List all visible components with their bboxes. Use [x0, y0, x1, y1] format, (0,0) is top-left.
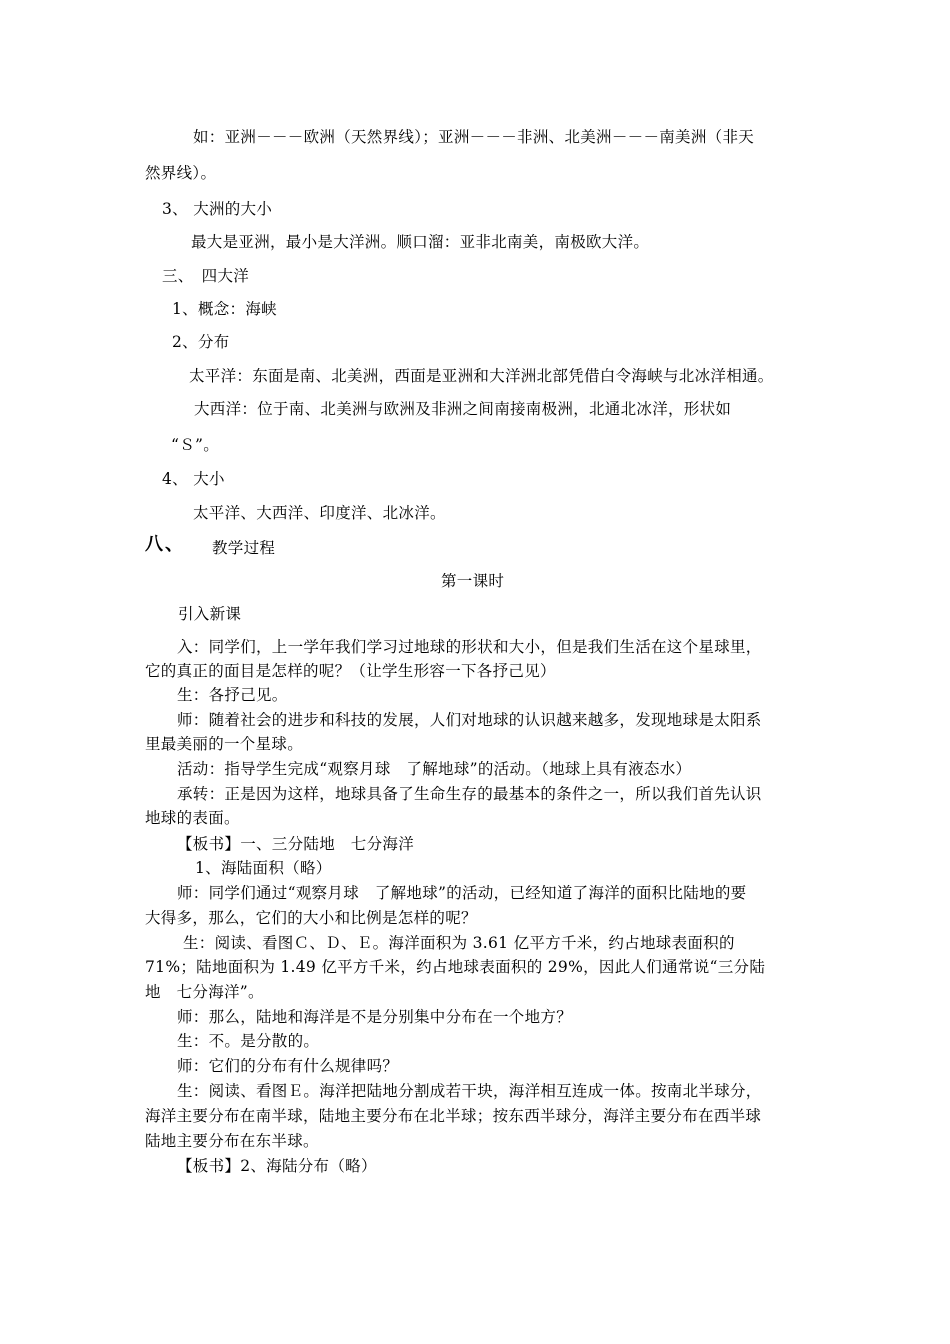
paragraph-line: 陆地主要分布在东半球。 [145, 1132, 319, 1150]
paragraph-line: 师：同学们通过“观察月球 了解地球”的活动，已经知道了海洋的面积比陆地的要 [177, 884, 747, 902]
ocean-size-text: 太平洋、大西洋、印度洋、北冰洋。 [193, 504, 446, 522]
paragraph-line: 71%；陆地面积为 1.49 亿平方千米，约占地球表面积的 29%，因此人们通常说“三分陆 [145, 958, 766, 976]
paragraph-line: 活动：指导学生完成“观察月球 了解地球”的活动。（地球上具有液态水） [177, 760, 692, 778]
ocean-distribution-heading: 2、分布 [172, 333, 230, 351]
paragraph-line: 入：同学们，上一学年我们学习过地球的形状和大小，但是我们生活在这个星球里， [177, 638, 762, 656]
paragraph-line: 生：阅读、看图Ｅ。海洋把陆地分割成若干块，海洋相互连成一体。按南北半球分， [177, 1082, 762, 1100]
paragraph-line: 生：不。是分散的。 [177, 1032, 320, 1050]
blackboard-subitem: 1、海陆面积（略） [195, 859, 332, 877]
pacific-text: 太平洋：东面是南、北美洲，西面是亚洲和大洋洲北部凭借白令海峡与北冰洋相通。 [189, 367, 774, 385]
lesson-title: 第一课时 [441, 572, 505, 590]
intro-heading: 引入新课 [178, 605, 242, 623]
paragraph-line: 生：阅读、看图Ｃ、Ｄ、Ｅ。海洋面积为 3.61 亿平方千米，约占地球表面积的 [183, 934, 735, 952]
section-title-teaching-process: 教学过程 [212, 539, 276, 557]
paragraph-line: 地球的表面。 [145, 809, 240, 827]
paragraph-line: 师：它们的分布有什么规律吗？ [177, 1057, 399, 1075]
section-number: 八、 [145, 534, 185, 555]
paragraph-line: 承转：正是因为这样，地球具备了生命生存的最基本的条件之一，所以我们首先认识 [177, 785, 762, 803]
ocean-concept: 1、概念：海峡 [172, 300, 277, 318]
blackboard-note: 【板书】一、三分陆地 七分海洋 [177, 835, 415, 853]
atlantic-text: 大西洋：位于南、北美洲与欧洲及非洲之间南接南极洲，北通北冰洋，形状如 [194, 400, 732, 418]
paragraph-line: 师：那么，陆地和海洋是不是分别集中分布在一个地方？ [177, 1008, 573, 1026]
paragraph-line: 师：随着社会的进步和科技的发展，人们对地球的认识越来越多，发现地球是太阳系 [177, 711, 762, 729]
paragraph-line: 它的真正的面目是怎样的呢？（让学生形容一下各抒己见） [145, 662, 556, 680]
example-boundaries-line: 如：亚洲－－－欧洲（天然界线）；亚洲－－－非洲、北美洲－－－南美洲（非天 [193, 128, 755, 146]
paragraph-line: 海洋主要分布在南半球，陆地主要分布在北半球；按东西半球分，海洋主要分布在西半球 [145, 1107, 762, 1125]
paragraph-line: 大得多，那么，它们的大小和比例是怎样的呢？ [145, 909, 477, 927]
atlantic-text-cont: “Ｓ”。 [171, 436, 220, 454]
paragraph-line: 里最美丽的一个星球。 [145, 735, 304, 753]
paragraph-line: 地 七分海洋”。 [145, 983, 264, 1001]
paragraph-line: 生：各抒己见。 [177, 686, 288, 704]
continent-size-text: 最大是亚洲，最小是大洋洲。顺口溜：亚非北南美，南极欧大洋。 [191, 233, 650, 251]
example-boundaries-line-cont: 然界线）。 [145, 164, 217, 182]
blackboard-note: 【板书】2、海陆分布（略） [177, 1157, 377, 1175]
ocean-size-heading: 4、 大小 [162, 470, 225, 488]
heading-four-oceans: 三、 四大洋 [162, 267, 250, 285]
heading-continent-size: 3、 大洲的大小 [162, 200, 273, 218]
